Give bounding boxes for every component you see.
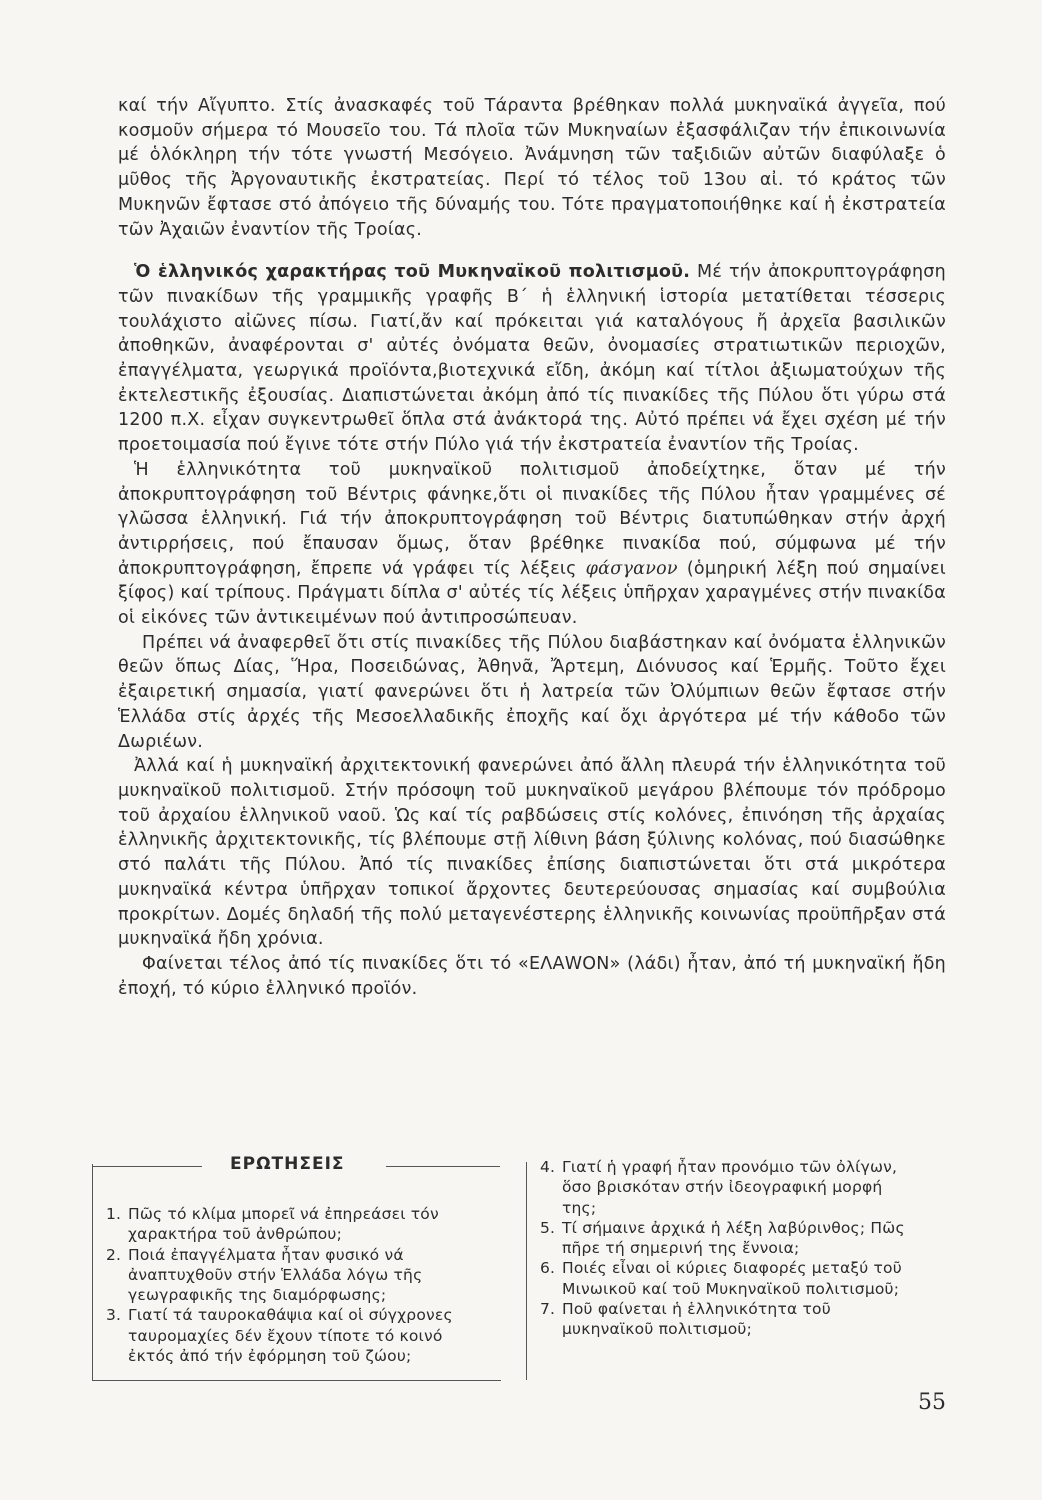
question-text: Ποιές εἶναι οἱ κύριες διαφορές μεταξύ τοῦ Μινωικοῦ καί τοῦ Μυκηναϊκοῦ πολιτισμοῦ; bbox=[562, 1259, 902, 1298]
paragraph-aegypt: καί τήν Αἴγυπτο. Στίς ἀνασκαφές τοῦ Τάραντα βρέθηκαν πολλά μυκηναϊκά ἀγγεῖα, πού κοσμοῦν σήμερα τό Μουσεῖο του. Τά πλοῖα τῶν Μυκηναίων ἐξασφάλιζαν τήν ἐπικοινωνία μέ ὁλόκληρη τήν τότε γνωστή Μεσόγειο. Ἀνάμνηση τῶν ταξιδιῶν αὐτῶν διαφύλαξε ὁ μῦθος τῆς Ἀργοναυτικῆς ἐκστρατείας. Περί τό τέλος τοῦ 13ου αἰ. τό κράτος τῶν Μυκηνῶν ἔφτασε στό ἀπόγειο τῆς δύναμής του. Τότε πραγματοποιήθηκε καί ἡ ἐκστρατεία τῶν Ἀχαιῶν ἐναντίον τῆς Τροίας. bbox=[118, 96, 946, 240]
questions-title: ΕΡΩΤΗΣΕΙΣ bbox=[230, 1154, 345, 1174]
main-text bbox=[118, 94, 946, 1001]
question-item bbox=[540, 1299, 920, 1340]
question-item bbox=[106, 1204, 486, 1245]
question-item bbox=[106, 1305, 486, 1366]
question-text: Ποῦ φαίνεται ἡ ἑλληνικότητα τοῦ μυκηναϊκοῦ πολιτισμοῦ; bbox=[562, 1300, 831, 1339]
question-text: Γιατί τά ταυροκαθάψια καί οἱ σύγχρονες ταυρομαχίες δέν ἔχουν τίποτε τό κοινό ἐκτός ἀπό τήν ἐφόρμηση τοῦ ζώου; bbox=[128, 1306, 453, 1366]
paragraph-ventris bbox=[118, 458, 946, 631]
questions-list-right bbox=[540, 1157, 920, 1340]
paragraph-greek-character bbox=[118, 260, 946, 458]
questions-right-column-rule bbox=[526, 1162, 527, 1380]
question-number: 1. bbox=[106, 1205, 122, 1223]
paragraph-gods: Πρέπει νά ἀναφερθεῖ ὅτι στίς πινακίδες τῆς Πύλου διαβάστηκαν καί ὀνόματα ἑλληνικῶν θεῶν ὅπως Δίας, Ἥρα, Ποσειδώνας, Ἀθηνᾶ, Ἄρτεμη, Διόνυσος καί Ἑρμῆς. Τοῦτο ἔχει ἐξαιρετική σημασία, γιατί φανερώνει ὅτι ἡ λατρεία τῶν Ὀλύμπιων θεῶν ἔφτασε στήν Ἑλλάδα στίς ἀρχές τῆς Μεσοελλαδικῆς ἐποχῆς καί ὄχι ἀργότερα μέ τήν κάθοδο τῶν Δωριέων. bbox=[118, 632, 946, 752]
paragraph-olive-oil: Φαίνεται τέλος ἀπό τίς πινακίδες ὅτι τό «ΕΛΑWON» (λάδι) ἦταν, ἀπό τή μυκηναϊκή ἤδη ἐποχή, τό κύριο ἑλληνικό προϊόν. bbox=[118, 953, 946, 999]
paragraph-ventris-part-a: Ἡ ἑλληνικότητα τοῦ μυκηναϊκοῦ πολιτισμοῦ ἀποδείχτηκε, ὅταν μέ τήν ἀποκρυπτογράφηση τοῦ Βέντρις φάνηκε,ὅτι οἱ πινακίδες τῆς Πύλου ἦταν γραμμένες σέ γλῶσσα ἑλληνική. Γιά τήν ἀποκρυπτογράφηση τοῦ Βέντρις διατυπώθηκαν στήν ἀρχή ἀντιρρήσεις, πού ἔπαυσαν ὅμως, ὅταν βρέθηκε πινακίδα πού, σύμφωνα μέ τήν ἀποκρυπτογράφηση, ἔπρεπε νά γράφει τίς λέξεις bbox=[118, 459, 946, 579]
question-number: 7. bbox=[540, 1300, 556, 1319]
question-number: 2. bbox=[106, 1245, 122, 1264]
question-item bbox=[540, 1218, 920, 1259]
paragraph-greek-character-text: Μέ τήν ἀποκρυπτογράφηση τῶν πινακίδων τῆς γραμμικῆς γραφῆς Β΄ ἡ ἑλληνική ἱστορία μετατίθεται τέσσερις τουλάχιστο αἰῶνες πίσω. Γιατί,ἄν καί πρόκειται γιά καταλόγους ἤ ἀρχεῖα βασιλικῶν ἀποθηκῶν, ἀναφέρονται σ' αὐτές ὀνόματα θεῶν, ὀνομασίες στρατιωτικῶν περιοχῶν, ἐπαγγέλματα, γεωργικά προϊόντα,βιοτεχνικά εἴδη, ἀκόμη καί τίτλοι ἀξιωματούχων τῆς ἐκτελεστικῆς ἐξουσίας. Διαπιστώνεται ἀκόμη ἀπό τίς πινακίδες τῆς Πύλου ὅτι γύρω στά 1200 π.Χ. εἶχαν συγκεντρωθεῖ ὅπλα στά ἀνάκτορά της. Αὐτό πρέπει νά ἔχει σχέση μέ τήν προετοιμασία πού ἔγινε τότε στήν Πύλο γιά τήν ἐκστρατεία ἐναντίον τῆς Τροίας. bbox=[118, 262, 946, 456]
question-item bbox=[540, 1258, 920, 1299]
questions-top-line-left bbox=[92, 1166, 202, 1167]
questions-top-line-right bbox=[386, 1166, 500, 1167]
question-item bbox=[106, 1245, 486, 1306]
page-number: 55 bbox=[918, 1390, 946, 1415]
question-number: 4. bbox=[540, 1158, 556, 1176]
question-number: 3. bbox=[106, 1306, 122, 1325]
questions-list-left bbox=[106, 1204, 486, 1366]
question-text: Γιατί ἡ γραφή ἦταν προνόμιο τῶν ὀλίγων, ὅσο βρισκόταν στήν ἰδεογραφική μορφή της; bbox=[562, 1158, 898, 1217]
paragraph-ventris-part-b: (ὁμηρική λέξη πού σημαίνει ξίφος) καί τρίπους. Πράγματι δίπλα σ' αὐτές τίς λέξεις ὑπῆρχαν χαραγμένες στήν πινακίδα οἱ εἰκόνες τῶν ἀντικειμένων πού ἀντιπροσώπευαν. bbox=[118, 558, 946, 629]
paragraph-architecture: Ἀλλά καί ἡ μυκηναϊκή ἀρχιτεκτονική φανερώνει ἀπό ἄλλη πλευρά τήν ἑλληνικότητα τοῦ μυκηναϊκοῦ πολιτισμοῦ. Στήν πρόσοψη τοῦ μυκηναϊκοῦ μεγάρου βλέπουμε τόν πρόδρομο τοῦ ἀρχαίου ἑλληνικοῦ ναοῦ. Ὡς καί τίς ραβδώσεις στίς κολόνες, ἐπινόηση τῆς ἀρχαίας ἑλληνικῆς ἀρχιτεκτονικῆς, τίς βλέπουμε στῇ λίθινη βάση ξύλινης κολόνας, πού διασώθηκε στό παλάτι τῆς Πύλου. Ἀπό τίς πινακίδες ἐπίσης διαπιστώνεται ὅτι στά μικρότερα μυκηναϊκά κέντρα ὑπῆρχαν τοπικοί ἄρχοντες δευτερεύουσας σημασίας καί συμβούλια προκρίτων. Δομές δηλαδή τῆς πολύ μεταγενέστερης ἑλληνικῆς κοινωνίας προϋπῆρξαν στά μυκηναϊκά ἤδη χρόνια. bbox=[118, 756, 946, 950]
question-text: Τί σήμαινε ἀρχικά ἡ λέξη λαβύρινθος; Πῶς πῆρε τή σημερινή της ἔννοια; bbox=[562, 1218, 905, 1258]
italic-word-phasganon: φάσγανον bbox=[585, 558, 678, 579]
question-number: 5. bbox=[540, 1218, 556, 1237]
question-text: Ποιά ἐπαγγέλματα ἦταν φυσικό νά ἀναπτυχθοῦν στήν Ἑλλάδα λόγω τῆς γεωγραφικῆς της διαμόρφωσης; bbox=[128, 1245, 423, 1305]
question-text: Πῶς τό κλίμα μπορεῖ νά ἐπηρεάσει τόν χαρακτήρα τοῦ ἀνθρώπου; bbox=[128, 1205, 439, 1244]
section-heading: Ὁ ἑλληνικός χαρακτήρας τοῦ Μυκηναϊκοῦ πολιτισμοῦ. bbox=[134, 262, 691, 283]
question-number: 6. bbox=[540, 1259, 556, 1278]
question-item bbox=[540, 1157, 920, 1218]
